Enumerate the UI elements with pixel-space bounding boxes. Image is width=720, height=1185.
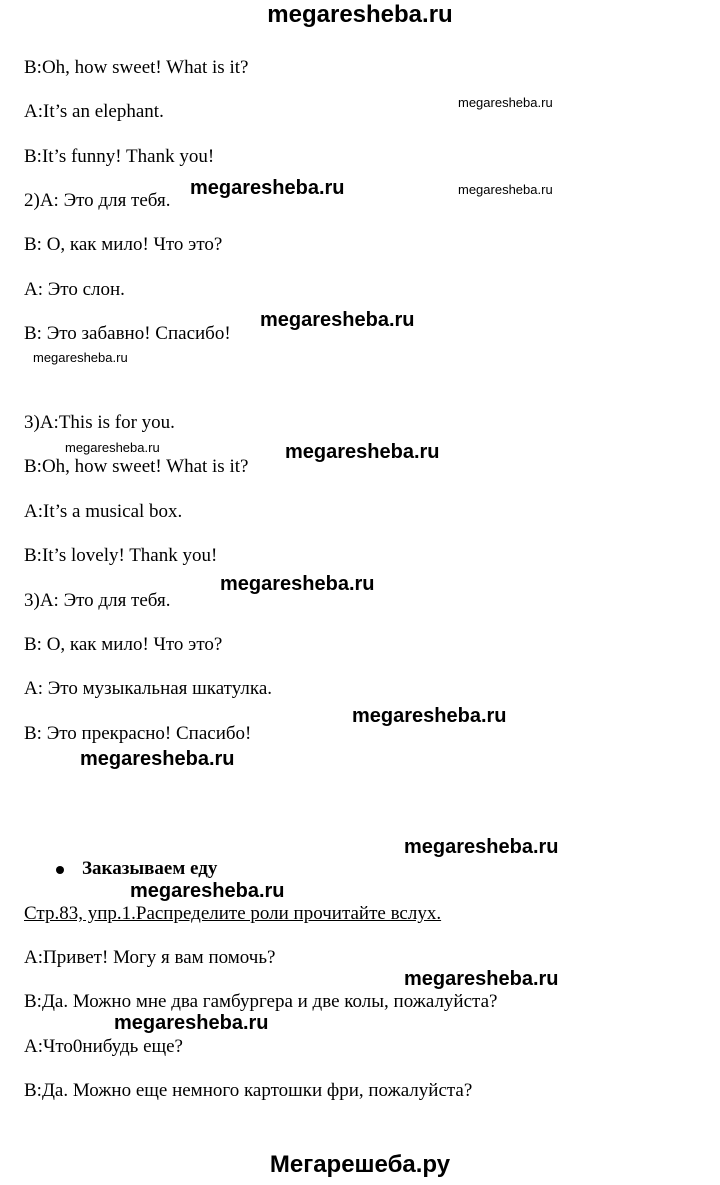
watermark: megaresheba.ru xyxy=(220,573,375,595)
dialog-line: B:It’s lovely! Thank you! xyxy=(24,545,218,566)
order-line: В:Да. Можно еще немного картошки фри, пожалуйста? xyxy=(24,1080,473,1101)
dialog-line: 3)А: Это для тебя. xyxy=(24,590,171,611)
watermark: megaresheba.ru xyxy=(458,95,553,110)
dialog-line: A:It’s an elephant. xyxy=(24,101,164,122)
watermark: megaresheba.ru xyxy=(65,440,160,455)
site-footer: Мегарешеба.ру xyxy=(269,1151,451,1178)
dialog-line: B:Oh, how sweet! What is it? xyxy=(24,57,249,78)
dialog-line: 3)A:This is for you. xyxy=(24,412,175,433)
dialog-line: А: Это музыкальная шкатулка. xyxy=(24,678,273,699)
watermark: megaresheba.ru xyxy=(190,177,345,199)
watermark: megaresheba.ru xyxy=(352,705,507,727)
dialog-line: 2)А: Это для тебя. xyxy=(24,190,171,211)
task-instruction: Стр.83, упр.1.Распределите роли прочитайте вслух. xyxy=(24,903,442,924)
dialog-line: В: О, как мило! Что это? xyxy=(24,234,223,255)
order-line: А:Привет! Могу я вам помочь? xyxy=(24,947,276,968)
watermark: megaresheba.ru xyxy=(33,350,128,365)
dialog-line: В: Это прекрасно! Спасибо! xyxy=(24,723,252,744)
watermark: megaresheba.ru xyxy=(404,968,559,990)
watermark: megaresheba.ru xyxy=(285,441,440,463)
watermark: megaresheba.ru xyxy=(130,880,285,902)
watermark: megaresheba.ru xyxy=(114,1012,269,1034)
site-header: megaresheba.ru xyxy=(267,1,453,28)
dialog-line: A:It’s a musical box. xyxy=(24,501,183,522)
dialog-line: В: Это забавно! Спасибо! xyxy=(24,323,231,344)
watermark: megaresheba.ru xyxy=(80,748,235,770)
section-heading: Заказываем еду xyxy=(82,858,218,879)
bullet-dot xyxy=(56,866,64,874)
order-line: В:Да. Можно мне два гамбургера и две колы, пожалуйста? xyxy=(24,991,498,1012)
watermark: megaresheba.ru xyxy=(458,182,553,197)
order-line: А:Что0нибудь еще? xyxy=(24,1036,183,1057)
dialog-line: B:It’s funny! Thank you! xyxy=(24,146,215,167)
dialog-line: А: Это слон. xyxy=(24,279,125,300)
watermark: megaresheba.ru xyxy=(260,309,415,331)
watermark: megaresheba.ru xyxy=(404,836,559,858)
dialog-line: B:Oh, how sweet! What is it? xyxy=(24,456,249,477)
dialog-line: В: О, как мило! Что это? xyxy=(24,634,223,655)
